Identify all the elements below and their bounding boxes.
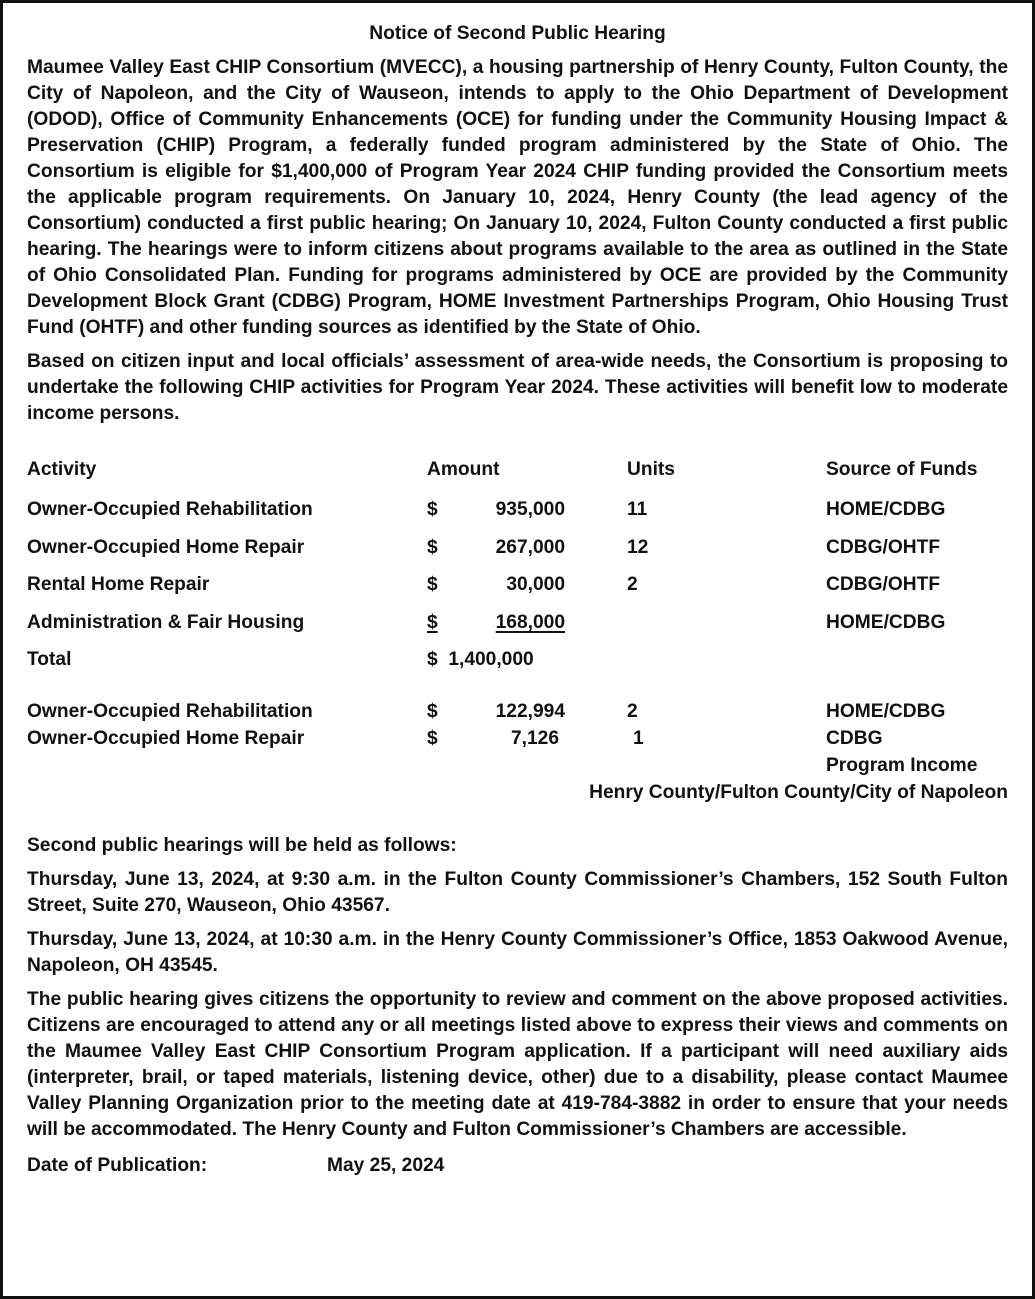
- notice-title: Notice of Second Public Hearing: [369, 23, 666, 44]
- table-row: [27, 572, 1008, 610]
- units-cell: 11: [627, 499, 648, 520]
- table-row: [27, 497, 1008, 535]
- activity-cell: Administration & Fair Housing: [27, 611, 305, 633]
- amount-cell: $ 7,126: [427, 727, 559, 749]
- activity-cell: Owner-Occupied Home Repair: [27, 536, 305, 558]
- activity-cell: Owner-Occupied Home Repair: [27, 727, 305, 749]
- program-income-label: Program Income: [826, 754, 978, 776]
- table-row: [27, 610, 1008, 648]
- program-income-entities: Henry County/Fulton County/City of Napoleon: [589, 781, 1008, 803]
- publication-line: [27, 1153, 1008, 1179]
- closing-paragraph: The public hearing gives citizens the opportunity to review and comment on the above proposed activities. Citizens are encouraged to attend any or all meetings listed above to express their views and comments on the Maumee Valley East CHIP Consortium Program application. If a participant will need auxiliary aids (interpreter, brail, or taped materials, listening device, other) due to a disability, please contact Maumee Valley Planning Organization prior to the meeting date at 419-784-3882 in order to ensure that your needs will be accommodated. The Henry County and Fulton Commissioner’s Chambers are accessible.: [27, 988, 1008, 1140]
- header-units: Units: [627, 459, 675, 480]
- table-row: [27, 726, 1008, 753]
- hearing-item: Thursday, June 13, 2024, at 9:30 a.m. in the Fulton County Commissioner’s Chambers, 152 South Fulton Street, Suite 270, Wauseon, Ohio 43567.: [27, 868, 1008, 916]
- units-cell: 12: [627, 536, 649, 558]
- amount-cell: $ 30,000: [427, 574, 565, 595]
- source-cell: HOME/CDBG: [826, 499, 946, 520]
- table-header-row: [27, 457, 1008, 497]
- amount-cell: $ 122,994: [427, 700, 565, 722]
- source-cell: HOME/CDBG: [826, 700, 946, 722]
- hearing-item: Thursday, June 13, 2024, at 10:30 a.m. in the Henry County Commissioner’s Office, 1853 Oakwood Avenue, Napoleon, OH 43545.: [27, 928, 1008, 976]
- intro-paragraph: Maumee Valley East CHIP Consortium (MVECC), a housing partnership of Henry County, Fulton County, the City of Napoleon, and the City of Wauseon, intends to apply to the Ohio Department of Development (ODOD), Office of Community Enhancements (OCE) for funding under the Community Housing Impact & Preservation (CHIP) Program, a federally funded program administered by the State of Ohio. The Consortium is eligible for $1,400,000 of Program Year 2024 CHIP funding provided the Consortium meets the applicable program requirements. On January 10, 2024, Henry County (the lead agency of the Consortium) conducted a first public hearing; On January 10, 2024, Fulton County conducted a first public hearing. The hearings were to inform citizens about programs available to the area as outlined in the State of Ohio Consolidated Plan. Funding for programs administered by OCE are provided by the Community Development Block Grant (CDBG) Program, HOME Investment Partnerships Program, Ohio Housing Trust Fund (OHTF) and other funding sources as identified by the State of Ohio.: [27, 57, 1008, 338]
- publication-date: May 25, 2024: [327, 1154, 445, 1176]
- table-row: [27, 535, 1008, 573]
- total-row: [27, 647, 1008, 685]
- source-cell: HOME/CDBG: [826, 611, 946, 633]
- units-cell: 1: [633, 727, 644, 749]
- proposal-paragraph: Based on citizen input and local officials’ assessment of area-wide needs, the Consortium is proposing to undertake the following CHIP activities for Program Year 2024. These activities will benefit low to moderate income persons.: [27, 351, 1008, 424]
- activity-cell: Owner-Occupied Rehabilitation: [27, 700, 313, 722]
- header-amount: Amount: [427, 459, 500, 480]
- table-row: [27, 699, 1008, 726]
- header-source: Source of Funds: [826, 459, 978, 480]
- source-cell: CDBG: [826, 727, 883, 749]
- amount-cell: $ 267,000: [427, 536, 565, 558]
- publication-label: Date of Publication:: [27, 1154, 208, 1176]
- hearings-heading: Second public hearings will be held as follows:: [27, 834, 457, 856]
- source-cell: CDBG/OHTF: [826, 536, 941, 558]
- units-cell: 2: [627, 700, 638, 722]
- total-amount: $ 1,400,000: [427, 649, 534, 670]
- source-cell: CDBG/OHTF: [826, 574, 941, 595]
- amount-cell: $ 935,000: [427, 499, 565, 520]
- activity-table: [27, 457, 1008, 807]
- amount-cell: $ 168,000: [427, 611, 565, 633]
- total-label: Total: [27, 649, 72, 670]
- activity-cell: Rental Home Repair: [27, 574, 210, 595]
- units-cell: 2: [627, 574, 638, 595]
- activity-cell: Owner-Occupied Rehabilitation: [27, 499, 313, 520]
- header-activity: Activity: [27, 459, 97, 480]
